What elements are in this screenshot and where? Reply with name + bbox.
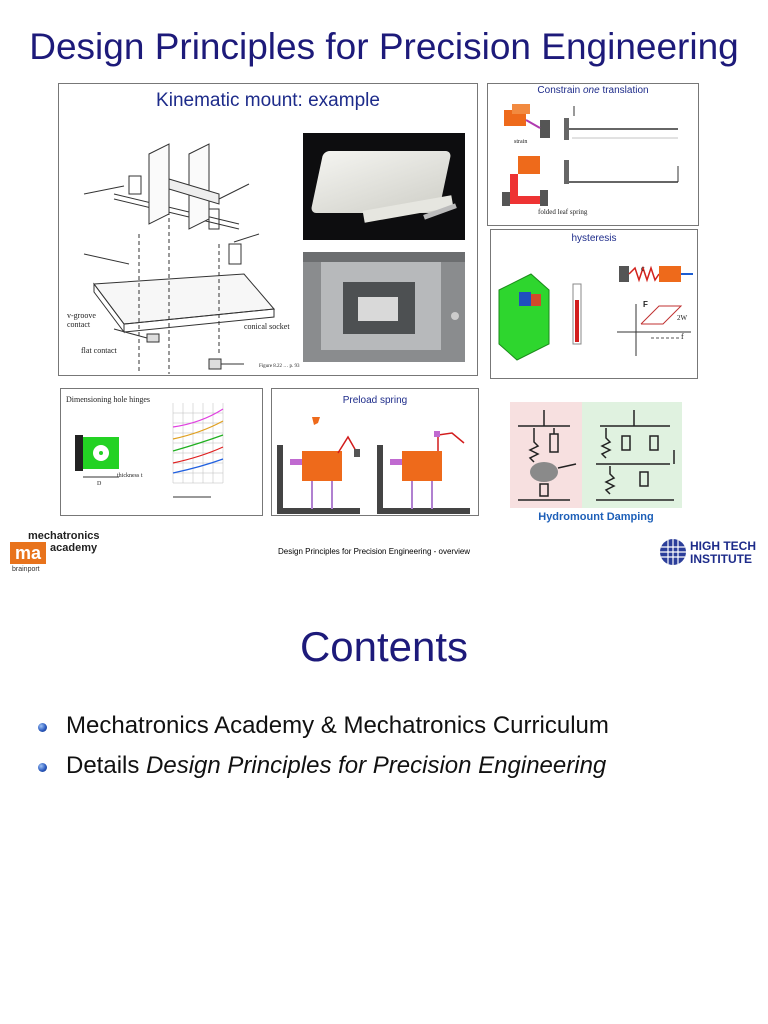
hti-line2: INSTITUTE [690, 552, 752, 566]
bullet-icon [38, 763, 47, 772]
hysteresis-title: hysteresis [571, 233, 617, 244]
globe-icon [658, 537, 688, 567]
figure-caption: Figure 8.22 … p. 93 [259, 364, 300, 369]
hysteresis-panel [490, 229, 698, 379]
hydromount-panel [510, 402, 682, 508]
hydromount-caption: Hydromount Damping [538, 511, 654, 523]
label-folded-leaf-spring: folded leaf spring [538, 208, 588, 216]
hole-hinges-panel [60, 388, 263, 516]
label-thickness: thickness t [117, 473, 143, 479]
logo-mark: ma [10, 542, 46, 564]
label-2W: 2W [677, 314, 688, 322]
bullet-icon [38, 723, 47, 732]
hti-line1: HIGH TECH [690, 539, 756, 553]
bullet-text: Mechatronics Academy & Mechatronics Curriculum [66, 712, 609, 739]
kinematic-mount-drawing [69, 124, 299, 374]
hysteresis-drawing [491, 244, 698, 379]
slide-footer: Design Principles for Precision Engineering - overview [278, 547, 471, 556]
kinematic-mount-panel [58, 83, 478, 376]
logo-line2: academy [50, 542, 98, 554]
mechatronics-academy-logo [10, 530, 110, 578]
slide-title: Design Principles for Precision Engineering [29, 26, 739, 67]
hole-hinges-drawing [61, 397, 263, 516]
logo-line1: mechatronics [28, 530, 100, 542]
hydromount-drawing [510, 402, 682, 508]
constrain-title: Constrain one translation [537, 85, 649, 96]
contents-title: Contents [299, 623, 469, 670]
label-flat-contact: flat contact [81, 346, 117, 355]
preload-panel [271, 388, 479, 516]
label-F: F [643, 300, 648, 309]
preload-drawing [272, 407, 479, 516]
label-c: c [641, 264, 645, 273]
high-tech-institute-logo [658, 535, 762, 569]
label-strain: strain [514, 139, 528, 145]
kinematic-mount-title: Kinematic mount: example [156, 90, 380, 111]
logo-sub: brainport [12, 566, 40, 573]
mount-photo-2 [303, 252, 465, 362]
constrain-drawing [488, 98, 699, 226]
label-conical-socket: conical socket [244, 322, 290, 331]
label-v-groove: v-groove contact [67, 311, 96, 329]
label-f: f [681, 332, 684, 341]
mount-photo-1 [303, 133, 465, 240]
bullet-text: Details Design Principles for Precision Engineering [66, 752, 607, 779]
hole-hinges-title: Dimensioning hole hinges [66, 395, 150, 404]
preload-title: Preload spring [342, 395, 408, 406]
label-D: D [97, 481, 102, 487]
constrain-panel [487, 83, 699, 226]
